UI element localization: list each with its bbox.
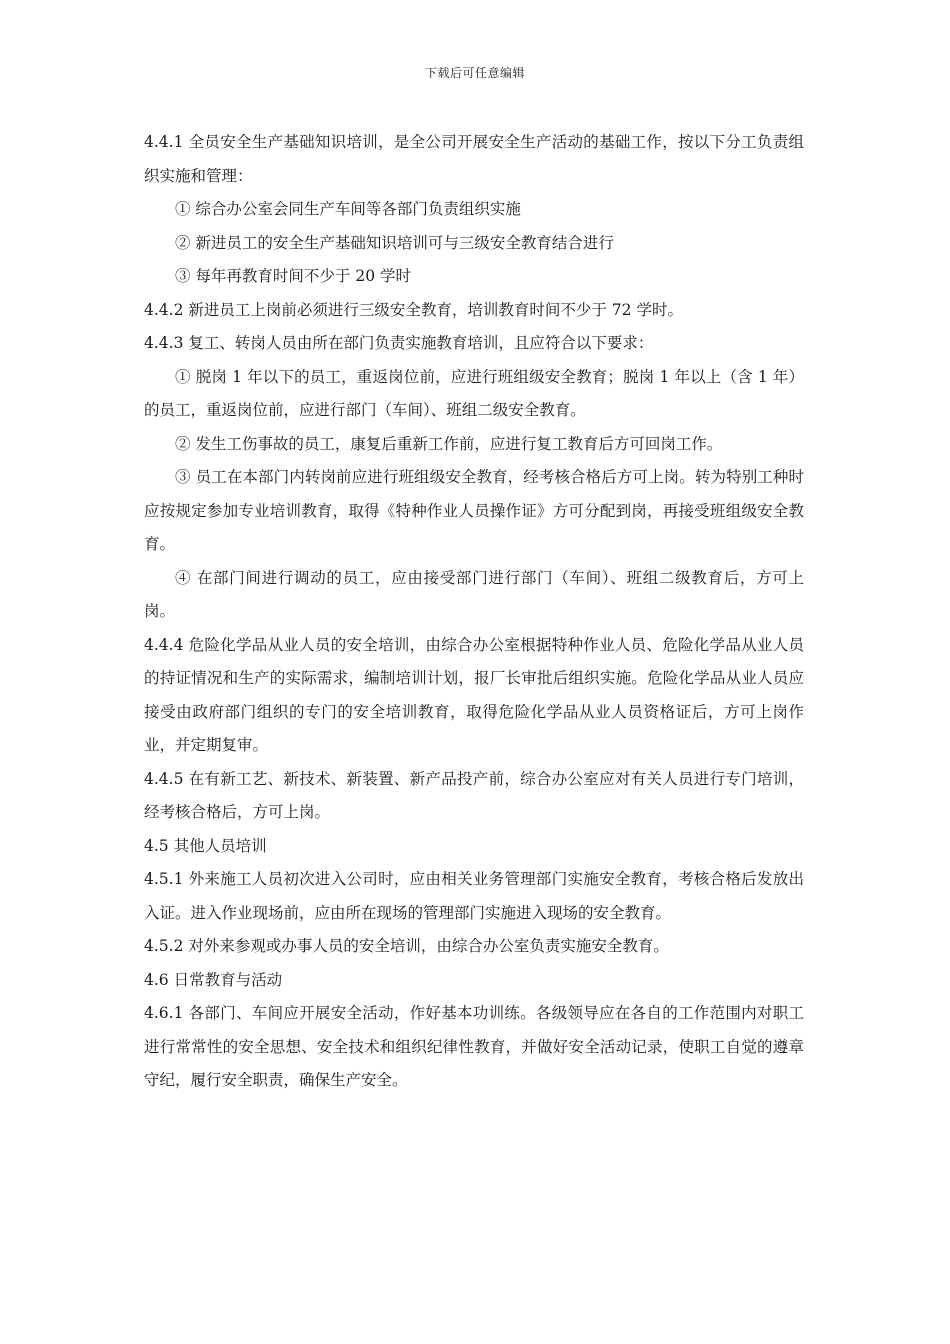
document-body	[144, 126, 804, 1098]
list-item-4-4-3-a: ① 脱岗 1 年以下的员工，重返岗位前，应进行班组级安全教育；脱岗 1 年以上（含 1 年）的员工，重返岗位前，应进行部门（车间）、班组二级安全教育。	[144, 367, 804, 419]
list-item-4-4-3-c: ③ 员工在本部门内转岗前应进行班组级安全教育，经考核合格后方可上岗。转为特别工种时应按规定参加专业培训教育，取得《特种作业人员操作证》方可分配到岗，再接受班组级安全教育。	[144, 468, 804, 553]
paragraph-4-4-3: 4.4.3 复工、转岗人员由所在部门负责实施教育培训，且应符合以下要求：	[144, 334, 654, 352]
list-item-4-4-3-b: ② 发生工伤事故的员工，康复后重新工作前，应进行复工教育后方可回岗工作。	[175, 434, 723, 453]
paragraph-4-6-1: 4.6.1 各部门、车间应开展安全活动，作好基本功训练。各级领导应在各自的工作范围内对职工进行常常性的安全思想、安全技术和组织纪律性教育，并做好安全活动记录，使职工自觉的遵章守纪，履行安全职责，确保生产安全。	[144, 1004, 804, 1089]
list-item-4-4-3-d: ④ 在部门间进行调动的员工，应由接受部门进行部门（车间）、班组二级教育后，方可上岗。	[144, 568, 804, 620]
page-header: 下载后可任意编辑	[424, 66, 525, 80]
paragraph-4-4-4: 4.4.4 危险化学品从业人员的安全培训，由综合办公室根据特种作业人员、危险化学品从业人员的持证情况和生产的实际需求，编制培训计划，报厂长审批后组织实施。危险化学品从业人员应接受由政府部门组织的专门的安全培训教育，取得危险化学品从业人员资格证后，方可上岗作业，并定期复审。	[144, 635, 804, 754]
paragraph-4-4-1: 4.4.1 全员安全生产基础知识培训，是全公司开展安全生产活动的基础工作，按以下分工负责组织实施和管理：	[144, 133, 804, 185]
paragraph-4-4-5: 4.4.5 在有新工艺、新技术、新装置、新产品投产前，综合办公室应对有关人员进行专门培训，经考核合格后，方可上岗。	[144, 769, 804, 821]
paragraph-4-5-2: 4.5.2 对外来参观或办事人员的安全培训，由综合办公室负责实施安全教育。	[144, 937, 669, 955]
paragraph-4-5-1: 4.5.1 外来施工人员初次进入公司时，应由相关业务管理部门实施安全教育，考核合格后发放出入证。进入作业现场前，应由所在现场的管理部门实施进入现场的安全教育。	[144, 870, 804, 922]
list-item-4-4-1-a: ① 综合办公室会同生产车间等各部门负责组织实施	[175, 200, 521, 218]
section-heading-4-5: 4.5 其他人员培训	[144, 836, 267, 855]
list-item-4-4-1-c: ③ 每年再教育时间不少于 20 学时	[175, 267, 412, 285]
list-item-4-4-1-b: ② 新进员工的安全生产基础知识培训可与三级安全教育结合进行	[175, 233, 614, 252]
section-heading-4-6: 4.6 日常教育与活动	[144, 970, 283, 989]
paragraph-4-4-2: 4.4.2 新进员工上岗前必须进行三级安全教育，培训教育时间不少于 72 学时。	[144, 300, 683, 319]
